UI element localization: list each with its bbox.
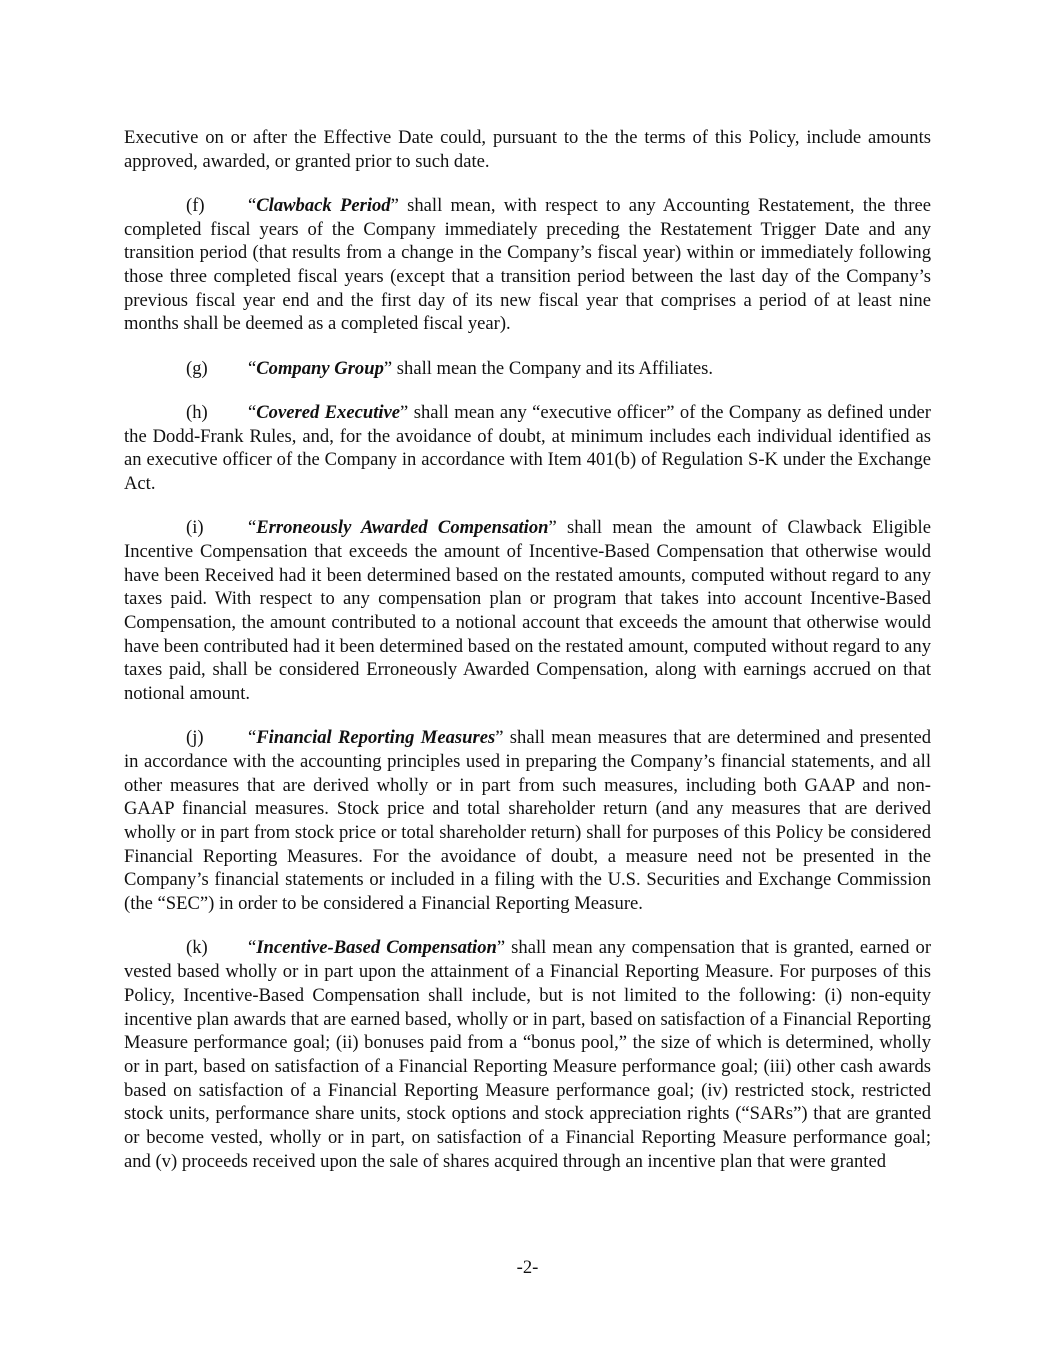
- definition-label: (k): [186, 937, 208, 959]
- defined-term: Covered Executive: [256, 401, 401, 423]
- definition-clawback-period: [124, 194, 931, 336]
- document-page: [124, 126, 931, 1194]
- page-number: -2-: [516, 1257, 539, 1278]
- close-quote: ”: [390, 194, 399, 216]
- definition-body: shall mean the amount of Clawback Eligible Incentive Compensation that exceeds the amount of Incentive-Based Compensation that otherwise would have been Received had it been determined based on the restated amounts, computed without regard to any taxes paid. With respect to any compensation plan or program that takes into account Incentive-Based Compensation, the amount contributed to a notional account that exceeds the amount that otherwise would have been contributed had it been determined based on the restated amount, computed without regard to any taxes paid, shall be considered Erroneously Awarded Compensation, along with earnings accrued on that notional amount.: [124, 517, 931, 705]
- defined-term: Company Group: [256, 357, 384, 379]
- close-quote: ”: [548, 517, 557, 539]
- defined-term: Erroneously Awarded Compensation: [256, 517, 549, 539]
- continuation-paragraph: Executive on or after the Effective Date could, pursuant to the the terms of this Policy, include amounts approved, awarded, or granted prior to such date.: [124, 127, 931, 172]
- definition-label: (i): [186, 517, 204, 539]
- close-quote: ”: [400, 401, 409, 423]
- close-quote: ”: [383, 357, 393, 379]
- definition-erroneously-awarded-compensation: [124, 516, 931, 706]
- definition-body: shall mean measures that are determined and presented in accordance with the accounting principles used in preparing the Company’s financial statements, and all other measures that are derived wholly or in part from such measures, including both GAAP and non-GAAP financial measures. Stock price and total shareholder return (and any measures that are derived wholly or in part from stock price or total shareholder return) shall for purposes of this Policy be considered Financial Reporting Measures. For the avoidance of doubt, a measure need not be presented in the Company’s financial statements or included in a filing with the U.S. Securities and Exchange Commission (the “SEC”) in order to be considered a Financial Reporting Measure.: [124, 727, 931, 915]
- definition-label: (g): [186, 357, 208, 379]
- definition-body: shall mean, with respect to any Accounting Restatement, the three completed fiscal years of the Company immediately preceding the Restatement Trigger Date and any transition period (that results from a change in the Company’s fiscal year) within or immediately following those three completed fiscal years (except that a transition period between the last day of the Company’s previous fiscal year end and the first day of its new fiscal year that comprises a period of at least nine months shall be deemed as a completed fiscal year).: [124, 194, 931, 335]
- open-quote: “: [248, 937, 257, 959]
- definition-covered-executive: [124, 401, 931, 496]
- defined-term: Financial Reporting Measures: [256, 727, 496, 749]
- close-quote: ”: [495, 727, 504, 749]
- defined-term: Clawback Period: [256, 194, 391, 216]
- open-quote: “: [248, 194, 257, 216]
- definition-body: shall mean any “executive officer” of the Company as defined under the Dodd-Frank Rules, and, for the avoidance of doubt, at minimum includes each individual identified as an executive officer of the Company in accordance with Item 401(b) of Regulation S-K under the Exchange Act.: [124, 401, 931, 494]
- definition-label: (j): [186, 727, 204, 749]
- close-quote: ”: [496, 937, 506, 959]
- definition-incentive-based-compensation: [124, 936, 931, 1173]
- definition-body: shall mean the Company and its Affiliates.: [392, 357, 714, 379]
- open-quote: “: [248, 517, 257, 539]
- open-quote: “: [248, 401, 257, 423]
- definition-label: (f): [186, 194, 205, 216]
- definition-company-group: [124, 357, 931, 381]
- definition-financial-reporting-measures: [124, 726, 931, 916]
- definition-body: shall mean any compensation that is granted, earned or vested based wholly or in part upon the attainment of a Financial Reporting Measure. For purposes of this Policy, Incentive-Based Compensation shall include, but is not limited to the following: (i) non-equity incentive plan awards that are earned based, wholly or in part, based on satisfaction of a Financial Reporting Measure performance goal; (ii) bonuses paid from a “bonus pool,” the size of which is determined, wholly or in part, based on satisfaction of a Financial Reporting Measure performance goal; (iii) other cash awards based on satisfaction of a Financial Reporting Measure performance goal; (iv) restricted stock, restricted stock units, performance share units, stock options and stock appreciation rights (“SARs”) that are granted or become vested, wholly or in part, on satisfaction of a Financial Reporting Measure performance goal; and (v) proceeds received upon the sale of shares acquired through an incentive plan that were granted: [124, 937, 932, 1172]
- defined-term: Incentive-Based Compensation: [256, 937, 497, 959]
- definition-label: (h): [186, 401, 208, 423]
- open-quote: “: [248, 727, 257, 749]
- open-quote: “: [248, 357, 257, 379]
